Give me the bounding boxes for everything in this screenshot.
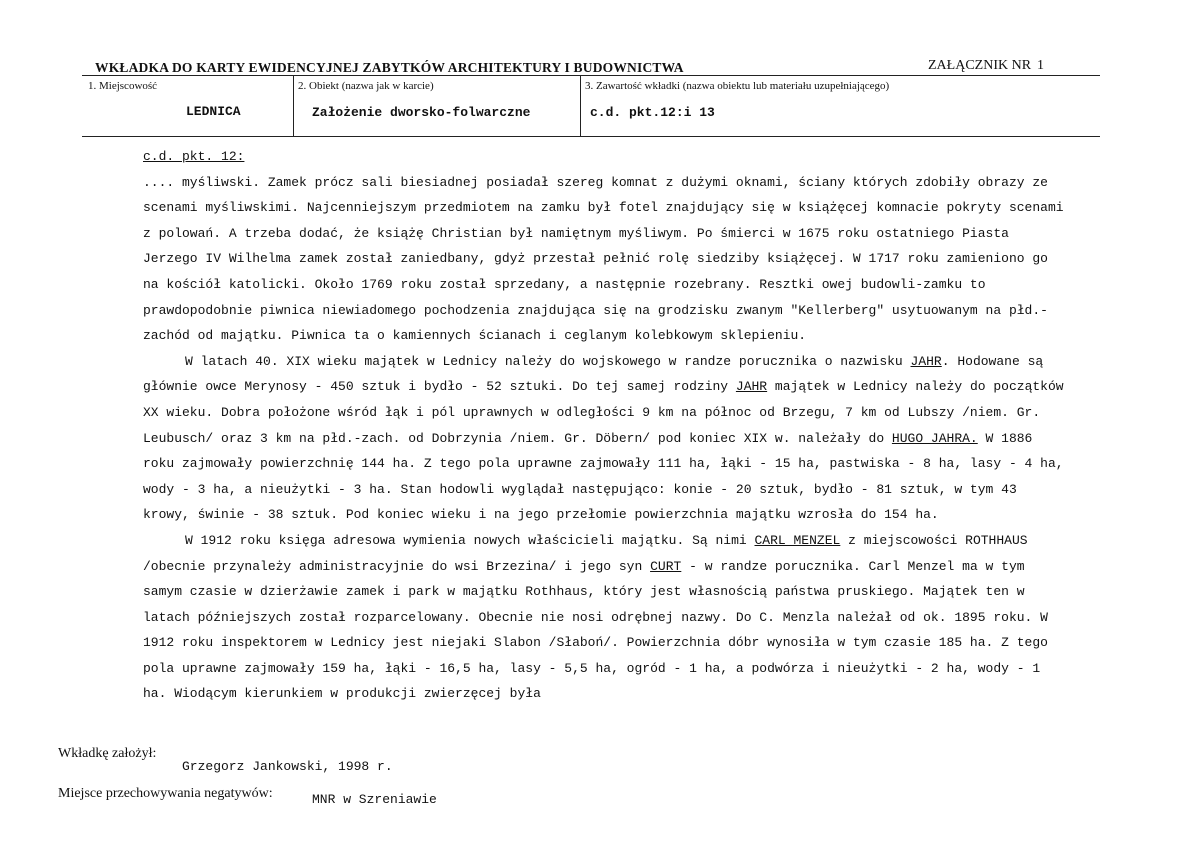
field-object-label: 2. Obiekt (nazwa jak w karcie) bbox=[298, 80, 434, 92]
paragraph-2-part-d: W 1886 roku zajmowały powierzchnię 144 ha. Z tego pola uprawne zajmowały 111 ha, łąki - 15 ha, pastwiska - 8 ha, lasy - 4 ha, wody - 3 ha, a nieużytki - 3 ha. Stan hodowli wyglądał następująco: konie - 20 sztuk, bydło - 81 sztuk, w tym 43 krowy, świnie - 38 sztuk. Pod koniec wieku i na jego przełomie powierzchnia majątku wzrosła do 154 ha. bbox=[143, 430, 1064, 523]
header-bottom-rule bbox=[82, 136, 1100, 137]
paragraph-2-part-c: majątek w Lednicy należy do początków XX wieku. Dobra położone wśród łąk i pól uprawnych w odległości 9 km na północ od Brzegu, 7 km od Lubszy /niem. Gr. Leubusch/ oraz 3 km na płd.-zach. od Dobrzynia /niem. Gr. Döbern/ pod koniec XIX w. należały do bbox=[143, 379, 1064, 446]
owner-name-jahr-2: JAHR bbox=[735, 379, 768, 395]
owner-name-curt: CURT bbox=[650, 558, 682, 574]
field-contents-label: 3. Zawartość wkładki (nazwa obiektu lub materiału uzupełniającego) bbox=[585, 80, 890, 92]
annex-label bbox=[928, 58, 1044, 74]
paragraph-3-part-a: W 1912 roku księga adresowa wymienia nowych właścicieli majątku. Są nimi bbox=[185, 532, 755, 548]
paragraph-3-part-c: - w randze porucznika. Carl Menzel ma w tym samym czasie w dzierżawie zamek i park w majątku Rothhaus, który jest własnością państwa pruskiego. Majątek ten w latach późniejszych został rozparcelowany. Obecnie nie nosi odrębnej nazwy. Do C. Menzla należał od ok. 1895 roku. W 1912 roku inspektorem w Lednicy jest niejaki Slabon /Słaboń/. Powierzchnia dóbr wynosiła w tym czasie 185 ha. Z tego pola uprawne zajmowały 159 ha, łąki - 16,5 ha, lasy - 5,5 ha, ogród - 1 ha, a podwórza i nieużytki - 2 ha, wody - 1 ha. Wiodącym kierunkiem w produkcji zwierzęcej była bbox=[143, 558, 1048, 702]
paragraph-2 bbox=[143, 349, 1065, 528]
paragraph-2-part-a: W latach 40. XIX wieku majątek w Lednicy należy do wojskowego w randze porucznika o nazwisku bbox=[185, 353, 911, 369]
negatives-location-label: Miejsce przechowywania negatywów: bbox=[58, 786, 273, 801]
owner-name-carl-menzel: CARL MENZEL bbox=[754, 532, 841, 548]
owner-name-hugo-jahra: HUGO JAHRA. bbox=[891, 430, 978, 446]
field-divider-2 bbox=[580, 76, 581, 136]
annex-number: 1 bbox=[1037, 58, 1045, 73]
document-body bbox=[143, 144, 1065, 707]
field-divider-1 bbox=[293, 76, 294, 136]
paragraph-1: .... myśliwski. Zamek prócz sali biesiadnej posiadał szereg komnat z dużymi oknami, ściany których zdobiły obrazy ze scenami myśliwskimi. Najcenniejszym przedmiotem na zamku był fotel znajdujący się w książęcej komnacie pokryty scenami z polowań. A trzeba dodać, że książę Christian był namiętnym myśliwym. Po śmierci w 1675 roku ostatniego Piasta Jerzego IV Wilhelma zamek został zaniedbany, gdyż przestał pełnić rolę siedziby książęcej. W 1717 roku zamieniono go na kościół katolicki. Około 1769 roku został sprzedany, a następnie rozebrany. Resztki owej budowli-zamku to prawdopodobnie piwnica niewiadomego pochodzenia znajdująca się na grodzisku zwanym "Kellerberg" usytuowanym na płd.-zachód od majątku. Piwnica ta o kamiennych ścianach i ceglanym kolebkowym sklepieniu. bbox=[143, 174, 1064, 344]
author-value: Grzegorz Jankowski, 1998 r. bbox=[182, 759, 393, 774]
form-title: WKŁADKA DO KARTY EWIDENCYJNEJ ZABYTKÓW ARCHITEKTURY I BUDOWNICTWA bbox=[95, 60, 684, 75]
owner-name-jahr: JAHR bbox=[910, 353, 942, 369]
paragraph-3 bbox=[143, 528, 1065, 707]
header-top-rule bbox=[82, 75, 1100, 76]
author-label: Wkładkę założył: bbox=[58, 746, 157, 761]
annex-label-text: ZAŁĄCZNIK NR bbox=[928, 58, 1032, 73]
field-object-value: Założenie dworsko-folwarczne bbox=[312, 105, 531, 120]
section-heading: c.d. pkt. 12: bbox=[143, 149, 245, 164]
field-place-label: 1. Miejscowość bbox=[88, 80, 158, 92]
field-place-value: LEDNICA bbox=[186, 104, 241, 119]
paragraph-2-part-b: . Hodowane są głównie owce Merynosy - 450 sztuk i bydło - 52 sztuki. Do tej samej rodziny bbox=[143, 353, 1044, 395]
negatives-location-value: MNR w Szreniawie bbox=[312, 792, 437, 807]
field-contents-value: c.d. pkt.12:i 13 bbox=[590, 105, 715, 120]
paragraph-3-part-b: z miejscowości ROTHHAUS /obecnie przynależy administracyjnie do wsi Brzezina/ i jego syn bbox=[143, 532, 1028, 574]
